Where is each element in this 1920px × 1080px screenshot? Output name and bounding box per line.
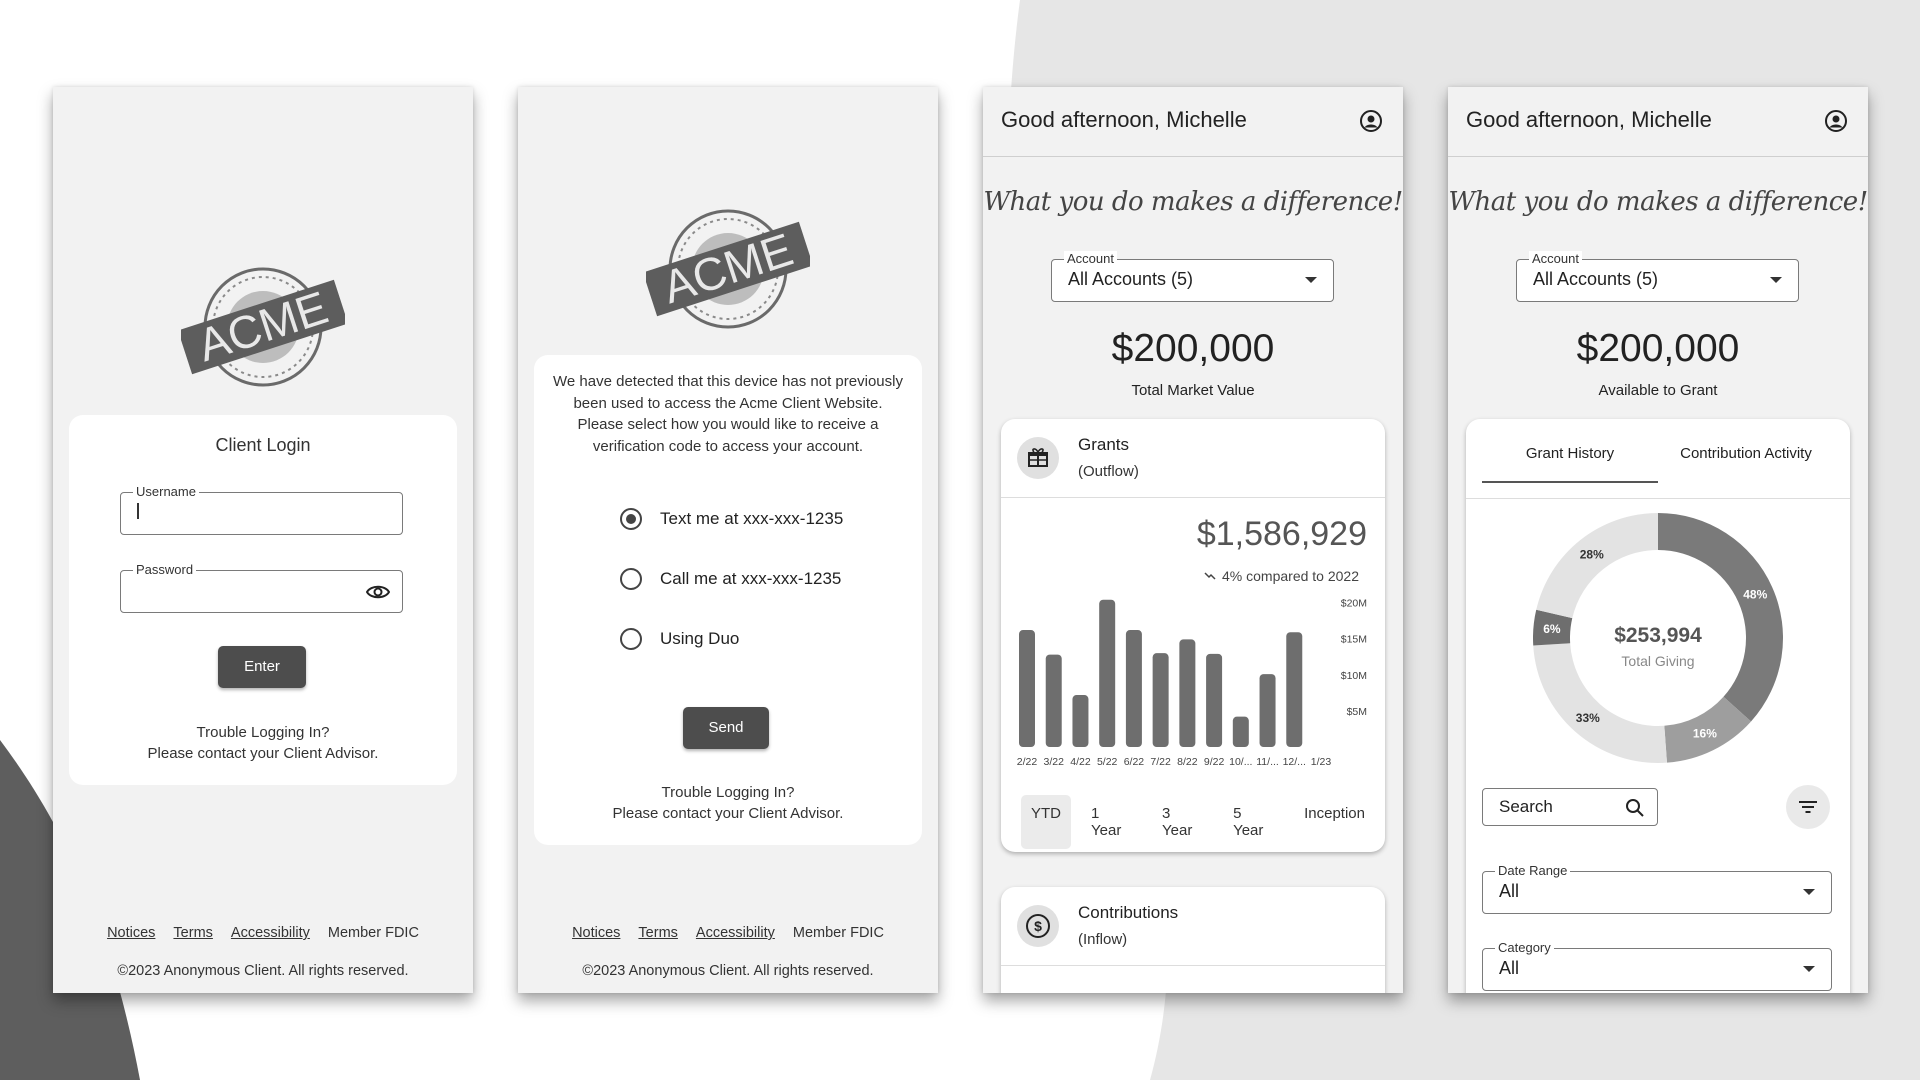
account-select[interactable] <box>1516 251 1799 302</box>
slice-label: 28% <box>1579 547 1604 562</box>
divider <box>1466 498 1850 499</box>
enter-button[interactable]: Enter <box>218 646 306 688</box>
search-input[interactable] <box>1482 788 1658 826</box>
account-value: All Accounts (5) <box>1533 269 1659 289</box>
accessibility-link[interactable]: Accessibility <box>230 925 310 941</box>
x-tick-label: 8/22 <box>1177 756 1198 768</box>
login-heading: Client Login <box>215 435 311 455</box>
copyright: ©2023 Anonymous Client. All rights reserved. <box>582 963 874 979</box>
verification-screen <box>518 87 938 993</box>
bar <box>1072 695 1088 747</box>
x-tick-label: 6/22 <box>1123 756 1145 768</box>
acme-logo <box>181 262 345 392</box>
option-label: Text me at xxx-xxx-1235 <box>660 509 844 528</box>
dropdown-arrow-icon <box>1803 889 1815 895</box>
donut-slice <box>1536 513 1658 618</box>
market-value-amount: $200,000 <box>1111 327 1275 370</box>
account-value: All Accounts (5) <box>1068 269 1194 289</box>
range-tabs <box>1021 795 1385 849</box>
grants-subtitle: (Outflow) <box>1078 463 1139 480</box>
text-caret <box>137 503 139 519</box>
radio-button[interactable] <box>620 628 642 650</box>
available-label: Available to Grant <box>1598 382 1718 399</box>
password-label: Password <box>133 562 196 577</box>
dropdown-arrow-icon <box>1305 277 1317 283</box>
date-range-label: Date Range <box>1495 863 1570 878</box>
category-select[interactable] <box>1482 940 1832 991</box>
divider <box>1001 497 1385 498</box>
divider <box>1001 965 1385 966</box>
trouble-line-2: Please contact your Client Advisor. <box>147 745 379 762</box>
radio-button[interactable] <box>620 568 642 590</box>
accessibility-link[interactable]: Accessibility <box>695 925 775 941</box>
x-tick-label: 4/22 <box>1070 756 1091 768</box>
top-bar <box>983 87 1403 157</box>
bar <box>1099 600 1115 747</box>
username-label: Username <box>133 484 199 499</box>
account-select[interactable] <box>1051 251 1334 302</box>
range-5-year[interactable]: 5 Year <box>1233 805 1264 839</box>
search-placeholder: Search <box>1499 797 1553 816</box>
slice-label: 33% <box>1575 711 1600 726</box>
account-label: Account <box>1064 251 1117 266</box>
logo-text: ACME <box>191 280 334 372</box>
tab-grant-history[interactable]: Grant History <box>1482 433 1658 483</box>
bar <box>1179 639 1195 747</box>
logo-text: ACME <box>656 222 799 314</box>
x-tick-label: 9/22 <box>1203 756 1225 768</box>
y-tick-label: $20M <box>1340 597 1367 610</box>
copyright: ©2023 Anonymous Client. All rights reserved. <box>117 963 409 979</box>
contributions-title: Contributions <box>1078 903 1179 922</box>
username-field[interactable] <box>120 484 403 535</box>
x-tick-label: 11/... <box>1256 756 1279 768</box>
grant-history-panel <box>1466 419 1850 993</box>
range-inception[interactable]: Inception <box>1304 805 1365 822</box>
dollar-icon <box>1017 905 1059 947</box>
user-account-icon[interactable] <box>1359 109 1383 133</box>
dashboard-screen <box>983 87 1403 993</box>
y-tick-label: $5M <box>1346 705 1367 718</box>
filter-button[interactable] <box>1786 785 1830 829</box>
comparison-text: 4% compared to 2022 <box>1222 568 1359 584</box>
x-tick-label: 5/22 <box>1096 756 1118 768</box>
terms-link[interactable]: Terms <box>173 925 213 941</box>
option-duo[interactable] <box>620 628 739 650</box>
x-tick-label: 3/22 <box>1043 756 1064 768</box>
bar <box>1260 674 1276 747</box>
bar <box>1046 655 1062 747</box>
bar <box>1286 632 1302 747</box>
trend-down-icon <box>1204 571 1216 581</box>
option-label: Call me at xxx-xxx-1235 <box>660 569 842 588</box>
login-card <box>69 415 457 785</box>
dropdown-arrow-icon <box>1803 966 1815 972</box>
date-range-value: All <box>1499 881 1520 901</box>
grant-history-screen <box>1448 87 1868 993</box>
y-tick-label: $15M <box>1340 633 1367 646</box>
donut-center-label: Total Giving <box>1621 653 1695 669</box>
verification-card <box>534 355 922 845</box>
tab-bar <box>1482 433 1834 483</box>
tagline: What you do makes a difference! <box>983 187 1403 217</box>
login-screen <box>53 87 473 993</box>
trouble-line-2: Please contact your Client Advisor. <box>612 805 844 822</box>
terms-link[interactable]: Terms <box>638 925 678 941</box>
tagline: What you do makes a difference! <box>1448 187 1868 217</box>
bar <box>1206 654 1222 747</box>
notices-link[interactable]: Notices <box>107 925 156 941</box>
trouble-line-1: Trouble Logging In? <box>196 724 330 741</box>
verification-message: We have detected that this device has not previously been used to access the Acme Client Website. Please select how you would like to receive a verification code to access your account. <box>553 373 903 455</box>
range-ytd[interactable]: YTD <box>1021 795 1071 849</box>
password-field[interactable] <box>120 562 403 613</box>
bar <box>1153 653 1169 747</box>
tab-contribution-activity[interactable]: Contribution Activity <box>1680 445 1812 462</box>
acme-logo <box>646 204 810 334</box>
x-tick-label: 10/... <box>1229 756 1253 768</box>
range-1-year[interactable]: 1 Year <box>1091 805 1122 839</box>
footer-links <box>53 925 473 941</box>
donut-center-value: $253,994 <box>1614 624 1702 647</box>
bar <box>1233 717 1249 747</box>
filter-icon <box>1798 800 1818 814</box>
bar <box>1019 630 1035 747</box>
date-range-select[interactable] <box>1482 863 1832 914</box>
range-3-year[interactable]: 3 Year <box>1162 805 1193 839</box>
member-fdic: Member FDIC <box>327 925 419 941</box>
member-fdic: Member FDIC <box>792 925 884 941</box>
greeting: Good afternoon, Michelle <box>1466 107 1712 132</box>
slice-label: 6% <box>1543 622 1561 637</box>
footer-links <box>518 925 938 941</box>
category-value: All <box>1499 958 1520 978</box>
contributions-subtitle: (Inflow) <box>1078 931 1128 948</box>
category-label: Category <box>1495 940 1554 955</box>
grants-total: $1,586,929 <box>1196 515 1367 553</box>
radio-button[interactable] <box>620 508 642 530</box>
grants-title: Grants <box>1078 435 1130 454</box>
grants-panel <box>1001 419 1385 852</box>
x-tick-label: 2/22 <box>1016 756 1038 768</box>
market-value-label: Total Market Value <box>1131 382 1255 399</box>
slice-label: 48% <box>1743 587 1768 602</box>
available-amount: $200,000 <box>1576 327 1740 370</box>
contributions-panel <box>1001 887 1385 993</box>
svg-text:$: $ <box>1034 918 1042 934</box>
notices-link[interactable]: Notices <box>572 925 621 941</box>
x-tick-label: 1/23 <box>1310 756 1332 768</box>
x-tick-label: 7/22 <box>1150 756 1171 768</box>
y-tick-label: $10M <box>1340 669 1367 682</box>
trouble-line-1: Trouble Logging In? <box>661 784 795 801</box>
top-bar <box>1448 87 1868 157</box>
account-label: Account <box>1529 251 1582 266</box>
trouble-text <box>534 782 922 824</box>
user-account-icon[interactable] <box>1824 109 1848 133</box>
search-icon[interactable] <box>1625 798 1645 818</box>
send-button[interactable]: Send <box>683 707 769 749</box>
option-text[interactable] <box>620 508 843 530</box>
gift-icon <box>1017 437 1059 479</box>
bar <box>1126 630 1142 747</box>
dropdown-arrow-icon <box>1770 277 1782 283</box>
option-call[interactable] <box>620 568 841 590</box>
grants-comparison <box>1204 568 1359 584</box>
donut-slice <box>1658 513 1783 721</box>
slice-label: 16% <box>1692 726 1717 741</box>
x-tick-label: 12/... <box>1282 756 1306 768</box>
trouble-text <box>69 722 457 764</box>
option-label: Using Duo <box>660 629 740 648</box>
eye-icon[interactable] <box>366 583 390 601</box>
greeting: Good afternoon, Michelle <box>1001 107 1247 132</box>
grants-bar-chart <box>1001 589 1385 789</box>
